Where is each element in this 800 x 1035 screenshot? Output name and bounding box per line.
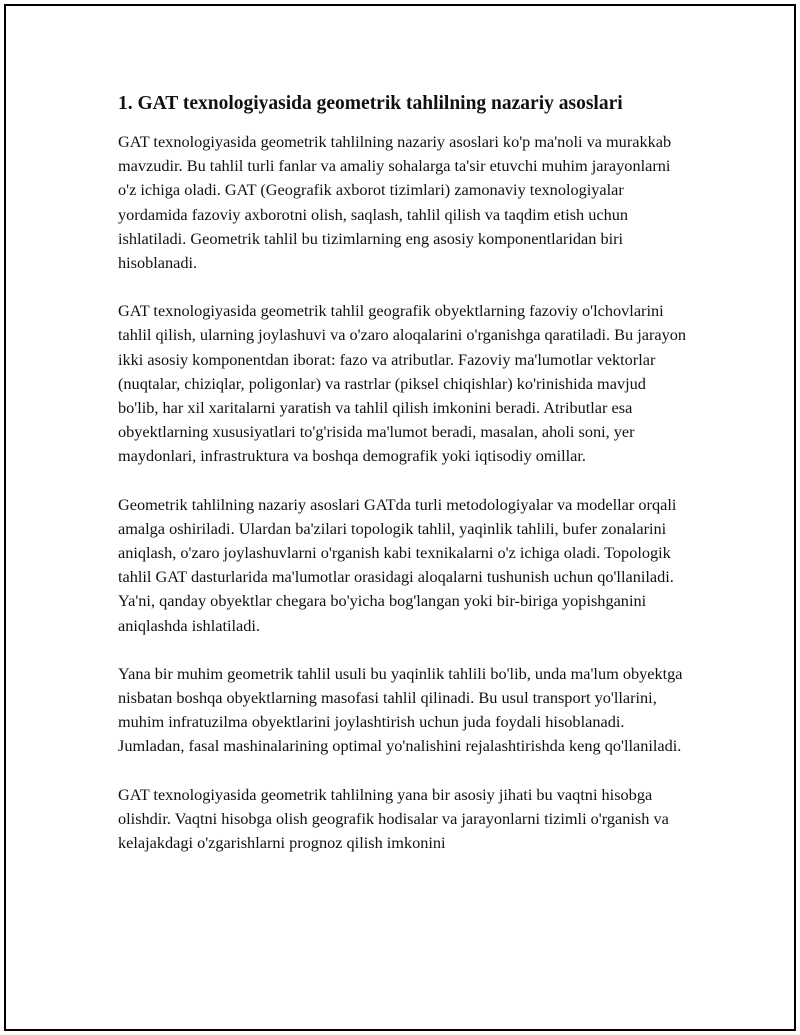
paragraph-3: Geometrik tahlilning nazariy asoslari GATda turli metodologiyalar va modellar orqali amalga oshiriladi. Ulardan ba'zilari topologik tahlil, yaqinlik tahlili, bufer zonalarini aniqlash, o'zaro joylashuvlarni o'rganish kabi texnikalarni o'z ichiga oladi. Topologik tahlil GAT dasturlarida ma'lumotlar orasidagi aloqalarni tushunish uchun qo'llaniladi. Ya'ni, qanday obyektlar chegara bo'yicha bog'langan yoki bir-biriga yopishganini aniqlashda ishlatiladi. [118,494,677,635]
section-heading: 1. GAT texnologiyasida geometrik tahlilning nazariy asoslari [118,93,623,114]
paragraph-2: GAT texnologiyasida geometrik tahlil geografik obyektlarning fazoviy o'lchovlarini tahlil qilish, ularning joylashuvi va o'zaro aloqalarini o'rganishga qaratiladi. Bu jarayon ikki asosiy komponentdan iborat: fazo va atributlar. Fazoviy ma'lumotlar vektorlar (nuqtalar, chiziqlar, poligonlar) va rastrlar (piksel chiqishlar) ko'rinishida mavjud bo'lib, har xil xaritalarni yaratish va tahlil qilish imkonini beradi. Atributlar esa obyektlarning xususiyatlari to'g'risida ma'lumot beradi, masalan, aholi soni, yer maydonlari, infrastruktura va boshqa demografik yoki iqtisodiy omillar. [118,301,687,466]
paragraph-5: GAT texnologiyasida geometrik tahlilning yana bir asosiy jihati bu vaqtni hisobga olishdir. Vaqtni hisobga olish geografik hodisalar va jarayonlarni tizimli o'rganish va kelajakdagi o'zgarishlarni prognoz qilish imkonini [118,784,669,853]
paragraph-4: Yana bir muhim geometrik tahlil usuli bu yaqinlik tahlili bo'lib, unda ma'lum obyektga nisbatan boshqa obyektlarning masofasi tahlil qilinadi. Bu usul transport yo'llarini, muhim infratuzilma obyektlarini joylashtirish uchun juda foydali hisoblanadi. Jumladan, fasal mashinalarining optimal yo'nalishini rejalashtirishda keng qo'llaniladi. [118,663,683,756]
paragraph-1: GAT texnologiyasida geometrik tahlilning nazariy asoslari ko'p ma'noli va murakkab mavzudir. Bu tahlil turli fanlar va amaliy sohalarga ta'sir etuvchi muhim jarayonlarni o'z ichiga oladi. GAT (Geografik axborot tizimlari) zamonaviy texnologiyalar yordamida fazoviy axborotni olish, saqlash, tahlil qilish va taqdim etish uchun ishlatiladi. Geometrik tahlil bu tizimlarning eng asosiy komponentlaridan biri hisoblanadi. [118,132,672,273]
document-body [118,90,688,879]
